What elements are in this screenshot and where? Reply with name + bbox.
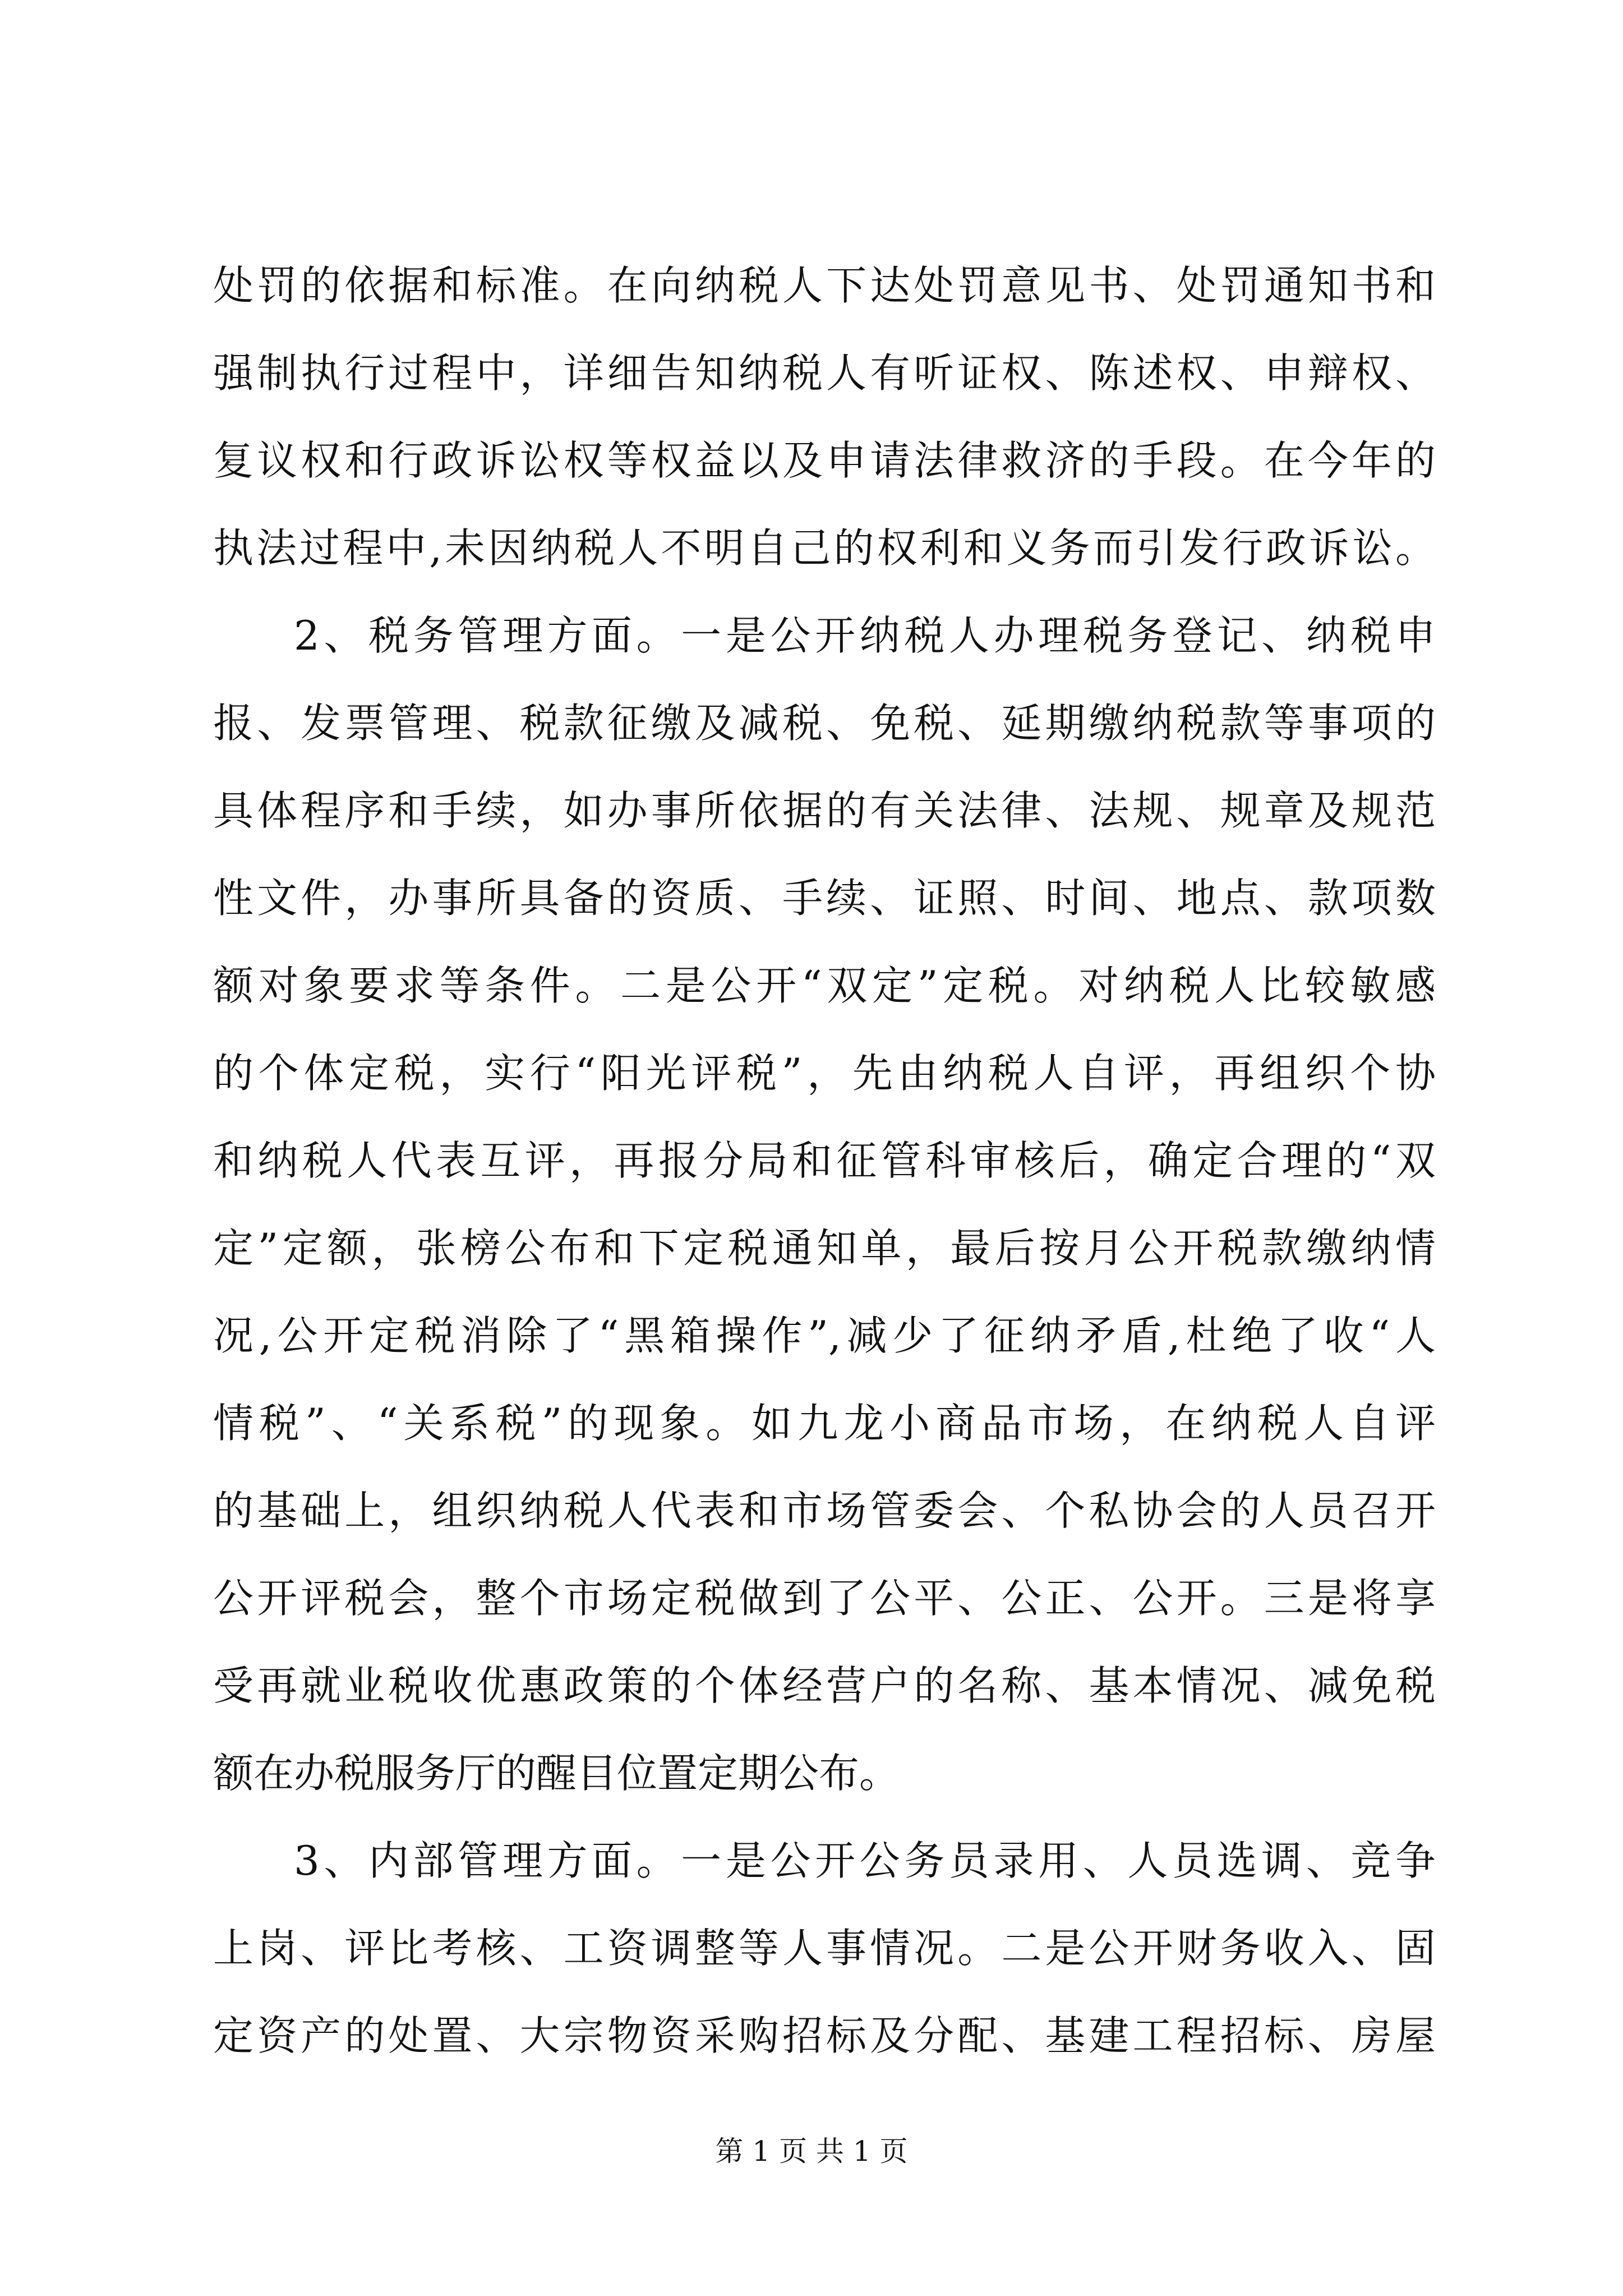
text-line: 的个体定税，实行“阳光评税”，先由纳税人自评，再组织个协 — [213, 1050, 1436, 1097]
text-line: 2、税务管理方面。一是公开纳税人办理税务登记、纳税申 — [294, 612, 1436, 659]
text-line: 定资产的处置、大宗物资采购招标及分配、基建工程招标、房屋 — [213, 2012, 1436, 2059]
text-line: 具体程序和手续，如办事所依据的有关法律、法规、规章及规范 — [213, 787, 1436, 834]
text-line: 公开评税会，整个市场定税做到了公平、公正、公开。三是将享 — [213, 1575, 1436, 1622]
text-line: 性文件，办事所具备的资质、手续、证照、时间、地点、款项数 — [213, 875, 1436, 922]
text-line: 处罚的依据和标准。在向纳税人下达处罚意见书、处罚通知书和 — [213, 262, 1436, 309]
text-line: 执法过程中,未因纳税人不明自己的权利和义务而引发行政诉讼。 — [213, 524, 1436, 572]
text-line: 额在办税服务厅的醒目位置定期公布。 — [213, 1750, 900, 1797]
page-number-label: 第 1 页 共 1 页 — [715, 2135, 908, 2168]
text-line: 额对象要求等条件。二是公开“双定”定税。对纳税人比较敏感 — [213, 962, 1436, 1009]
text-line: 的基础上，组织纳税人代表和市场管委会、个私协会的人员召开 — [213, 1487, 1436, 1534]
text-line: 况,公开定税消除了“黑箱操作”,减少了征纳矛盾,杜绝了收“人 — [213, 1312, 1436, 1359]
text-line: 情税”、“关系税”的现象。如九龙小商品市场，在纳税人自评 — [213, 1400, 1436, 1447]
text-line: 上岗、评比考核、工资调整等人事情况。二是公开财务收入、固 — [213, 1925, 1436, 1972]
text-line: 和纳税人代表互评，再报分局和征管科审核后，确定合理的“双 — [213, 1137, 1436, 1184]
text-line: 定”定额，张榜公布和下定税通知单，最后按月公开税款缴纳情 — [213, 1225, 1436, 1272]
text-line: 强制执行过程中，详细告知纳税人有听证权、陈述权、申辩权、 — [213, 349, 1436, 397]
page-footer — [0, 2134, 1623, 2168]
document-body — [213, 264, 1436, 2101]
text-line: 3、内部管理方面。一是公开公务员录用、人员选调、竞争 — [294, 1837, 1436, 1884]
text-line: 报、发票管理、税款征缴及减税、免税、延期缴纳税款等事项的 — [213, 700, 1436, 747]
text-line: 复议权和行政诉讼权等权益以及申请法律救济的手段。在今年的 — [213, 437, 1436, 484]
text-line: 受再就业税收优惠政策的个体经营户的名称、基本情况、减免税 — [213, 1662, 1436, 1709]
